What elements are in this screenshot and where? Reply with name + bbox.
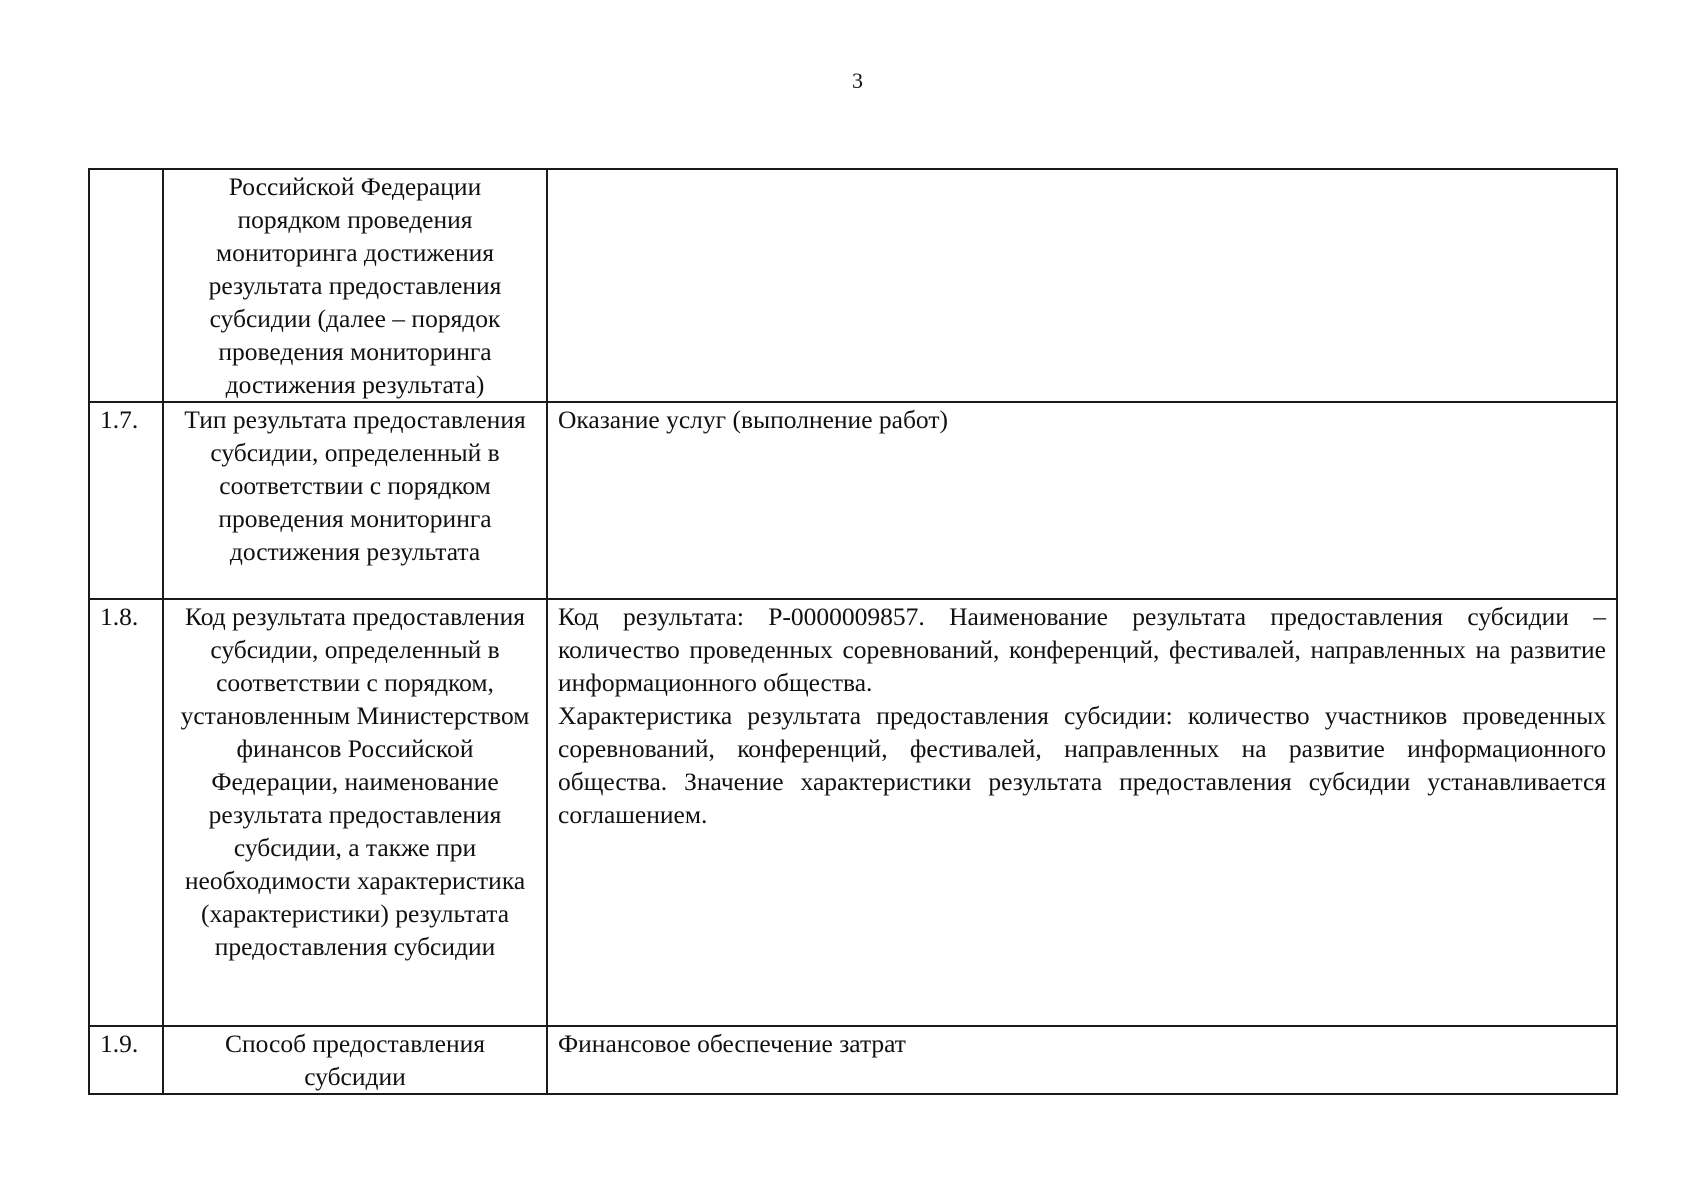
row-value <box>547 1026 1617 1094</box>
row-number <box>89 169 163 402</box>
row-number: 1.9. <box>89 1026 163 1094</box>
row-value-paragraph: Код результата: Р-0000009857. Наименование результата предоставления субсидии – количество проведенных соревнований, конференций, фестивалей, направленных на развитие информационного общества. <box>558 602 1606 697</box>
page-number: 3 <box>852 68 863 93</box>
row-value <box>547 599 1617 1026</box>
document-table <box>88 168 1618 1095</box>
table-row <box>89 599 1617 1026</box>
row-number: 1.8. <box>89 599 163 1026</box>
row-name: Способ предоставления субсидии <box>163 1026 547 1094</box>
row-value-paragraph: Оказание услуг (выполнение работ) <box>558 405 948 434</box>
row-value <box>547 169 1617 402</box>
row-name: Тип результата предоставления субсидии, определенный в соответствии с порядком проведения мониторинга достижения результата <box>163 402 547 599</box>
row-name: Код результата предоставления субсидии, определенный в соответствии с порядком, установленным Министерством финансов Российской Федерации, наименование результата предоставления субсидии, а также при необходимости характеристика (характеристики) результата предоставления субсидии <box>163 599 547 1026</box>
table-row <box>89 169 1617 402</box>
row-value <box>547 402 1617 599</box>
table-row <box>89 1026 1617 1094</box>
row-number: 1.7. <box>89 402 163 599</box>
row-name: Российской Федерации порядком проведения мониторинга достижения результата предоставления субсидии (далее – порядок проведения мониторинга достижения результата) <box>163 169 547 402</box>
row-value-paragraph: Характеристика результата предоставления субсидии: количество участников проведенных соревнований, конференций, фестивалей, направленных на развитие информационного общества. Значение характеристики результата предоставления субсидии устанавливается соглашением. <box>558 701 1606 829</box>
table-row <box>89 402 1617 599</box>
row-value-paragraph: Финансовое обеспечение затрат <box>558 1029 906 1058</box>
